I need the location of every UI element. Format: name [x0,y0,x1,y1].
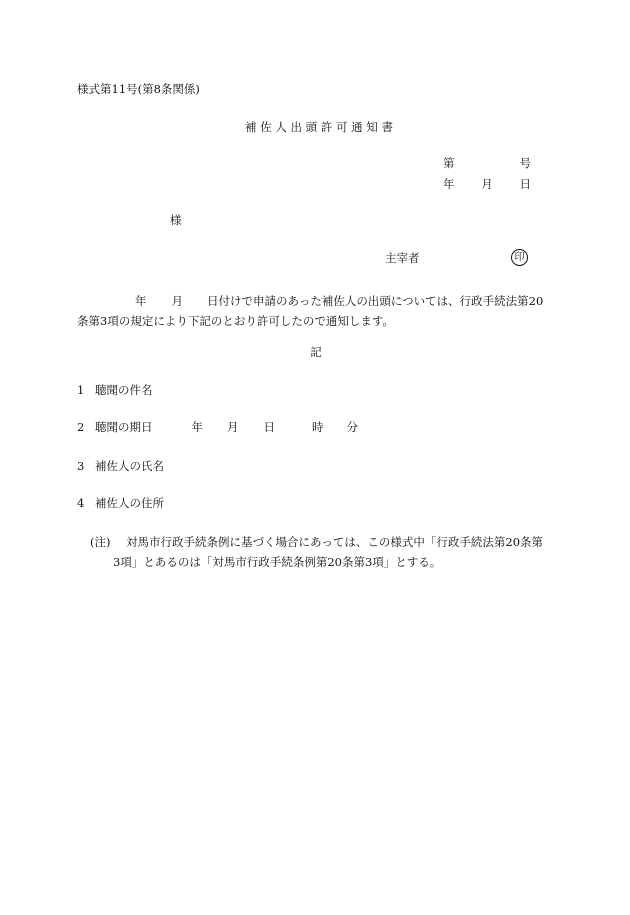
note-line1: 対馬市行政手続条例に基づく場合にあっては、この様式中「行政手続法第20条第 [126,535,544,549]
hearing-date-month: 月 [227,420,239,434]
item-assistant-name [77,459,164,473]
note-label: (注) [90,535,111,549]
item-hearing-subject [77,383,153,397]
item-label: 補佐人の住所 [95,496,164,510]
item-number: 1 [77,383,85,397]
body-paragraph [77,291,553,331]
hearing-date-year: 年 [191,420,203,434]
item-number: 2 [77,420,85,434]
item-hearing-date [77,420,358,434]
item-label: 聴聞の件名 [95,383,153,397]
hearing-date-day: 日 [263,420,275,434]
document-title: 補 佐 人 出 頭 許 可 通 知 書 [245,120,393,134]
item-number: 3 [77,459,85,473]
addressee-honorific: 様 [170,213,182,227]
body-date-year: 年 [135,294,147,308]
form-number: 様式第11号(第8条関係) [77,82,200,96]
issue-date-month: 月 [481,177,493,191]
note-paragraph [90,532,560,572]
hearing-date-hour: 時 [312,420,324,434]
body-line1: 日付けで申請のあった補佐人の出頭については、行政手続法第20 [207,294,544,308]
seal-mark: 印 [511,249,528,266]
issue-number [443,156,531,170]
presider-label: 主宰者 [385,251,420,265]
issue-date-year: 年 [443,177,455,191]
issue-date [443,177,531,191]
issue-date-day: 日 [519,177,531,191]
body-line2: 条第3項の規定により下記のとおり許可したので通知します。 [77,314,394,328]
hearing-date-minute: 分 [346,420,358,434]
note-line2: 3項」とあるのは「対馬市行政手続条例第20条第3項」とする。 [113,555,442,569]
issue-number-suffix: 号 [519,156,531,170]
issue-number-prefix: 第 [443,156,455,170]
item-assistant-address [77,496,164,510]
item-label: 補佐人の氏名 [95,459,164,473]
item-number: 4 [77,496,85,510]
body-date-month: 月 [171,294,183,308]
item-label: 聴聞の期日 [95,420,153,434]
ki-heading: 記 [310,345,322,359]
